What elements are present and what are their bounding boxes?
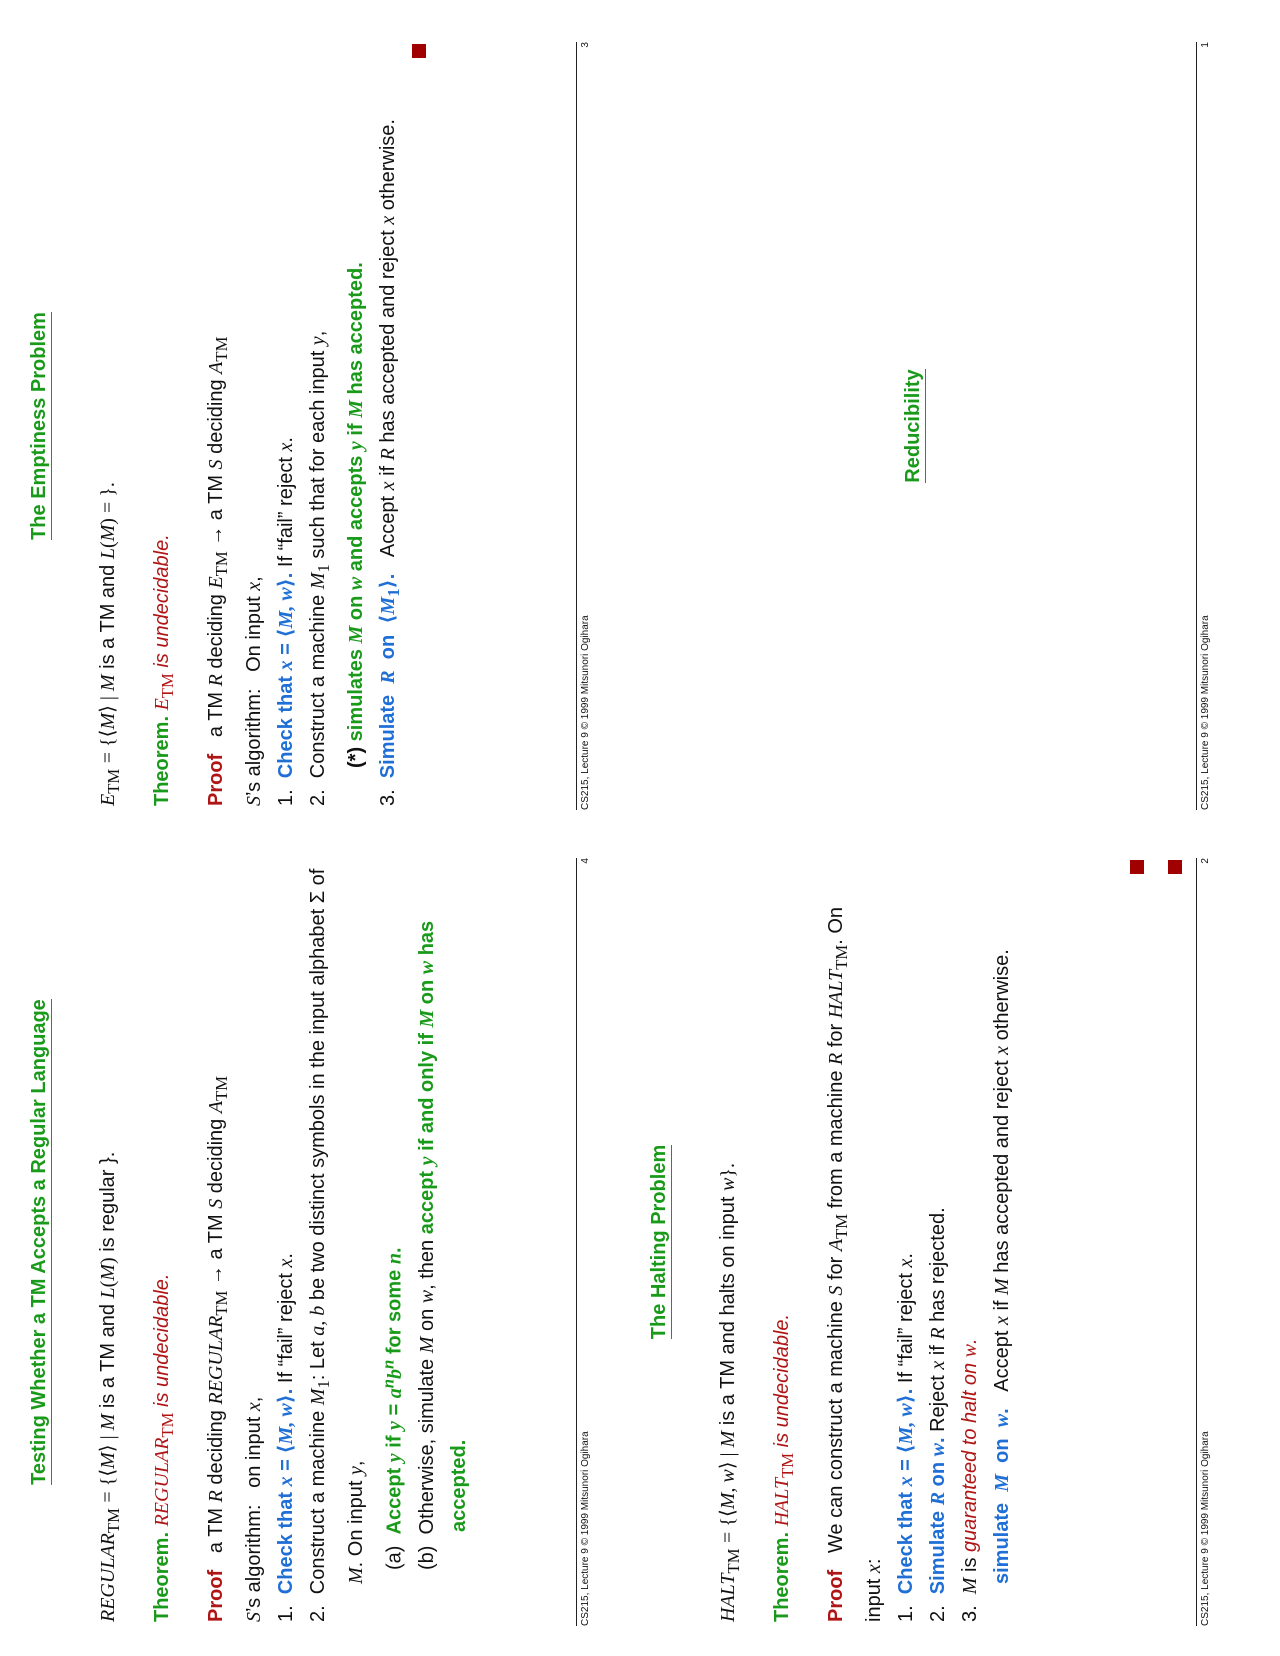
slide-footer — [1196, 858, 1215, 1626]
step-3-continued: simulate M on w. Accept x if M has accepted and reject x otherwise. — [991, 949, 1013, 1584]
step-2a: (a) Accept y if $y = a^nb^n$ for some n. — [378, 1247, 406, 1570]
step-1: 1. Check that x = ⟨M, w⟩. If “fail” reject x. — [895, 1253, 917, 1622]
step-2-detail: (*) simulates M on w and accepts y if M has accepted. — [345, 262, 367, 768]
page-number: 1 — [1200, 42, 1211, 48]
slide-body — [92, 862, 475, 1622]
definition: $REGULAR_{TM}$ = {⟨M⟩ | M is a TM and L(M) is regular }. — [97, 1151, 123, 1622]
footer-credit: CS215, Lecture 9 © 1999 Mitsunori Ogihara — [580, 615, 591, 810]
slide-footer — [576, 858, 595, 1626]
theorem: Theorem. $REGULAR_{TM}$ is undecidable. — [151, 1273, 177, 1622]
slide-title: Testing Whether a TM Accepts a Regular Language — [28, 999, 50, 1485]
definition: $E_{TM}$ = {⟨M⟩ | M is a TM and L(M) = }. — [97, 482, 123, 806]
qed-marker — [1168, 860, 1182, 874]
step-3: 3. M is guaranteed to halt on w. — [959, 1338, 981, 1622]
qed-marker — [412, 44, 426, 58]
footer-credit: CS215, Lecture 9 © 1999 Mitsunori Ogihara — [1200, 1431, 1211, 1626]
qed-marker — [1130, 860, 1144, 874]
step-2: 2. Construct a machine $M_1$ such that for each input y, — [307, 330, 333, 806]
step-2: 2. Simulate R on w. Reject x if R has rejected. — [927, 1207, 949, 1622]
proof: Proof a TM R deciding $E_{TM} \to a$ TM S deciding $A_{TM}$ — [205, 336, 231, 806]
footer-credit: CS215, Lecture 9 © 1999 Mitsunori Ogihara — [580, 1431, 591, 1626]
step-3: 3. Simulate R on $⟨M_1⟩$. Accept x if R has accepted and reject x otherwise. — [377, 119, 403, 806]
page-number: 4 — [580, 858, 591, 864]
definition: $HALT_{TM}$ = {⟨M, w⟩ | M is a TM and halts on input w}. — [717, 1163, 743, 1622]
slide-3 — [0, 12, 828, 810]
slide-footer — [1196, 42, 1215, 810]
page-number: 3 — [580, 42, 591, 48]
proof: Proof We can construct a machine S for $A_{TM}$ from a machine R for $HALT_{TM}$. On input x: — [825, 907, 885, 1622]
page-number: 2 — [1200, 858, 1211, 864]
slide-title: The Emptiness Problem — [28, 312, 50, 540]
step-1: 1. Check that x = ⟨M, w⟩. If “fail” reject x. — [275, 437, 297, 806]
algorithm-intro: S’s algorithm: on input x, — [243, 1396, 265, 1622]
footer-credit: CS215, Lecture 9 © 1999 Mitsunori Ogihara — [1200, 615, 1211, 810]
proof: Proof a TM R deciding $REGULAR_{TM} \to a$ TM S deciding $A_{TM}$ — [205, 1075, 231, 1622]
step-2b: (b) Otherwise, simulate M on w, then accept y if and only if M on w has accepted. — [415, 920, 470, 1570]
theorem: Theorem. $HALT_{TM}$ is undecidable. — [771, 1313, 797, 1622]
algorithm-intro: S’s algorithm: On input x, — [243, 576, 265, 806]
slide-body — [92, 46, 410, 806]
slide-title: The Halting Problem — [648, 1144, 670, 1340]
step-2: 2. Construct a machine $M_1$: Let a, b be two distinct symbols in the input alphabet Σ of M. On input y, — [307, 868, 367, 1622]
step-1: 1. Check that x = ⟨M, w⟩. If “fail” reject x. — [275, 1253, 297, 1622]
slide-title: Reducibility — [902, 369, 924, 483]
slide-footer — [576, 42, 595, 810]
theorem: Theorem. $E_{TM}$ is undecidable. — [151, 534, 177, 806]
